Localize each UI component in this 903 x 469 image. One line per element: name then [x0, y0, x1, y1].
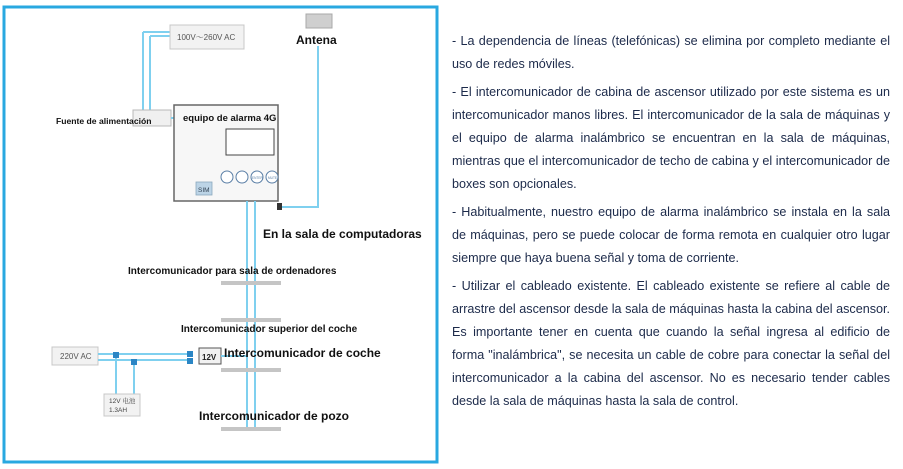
home-button-icon: [236, 171, 248, 183]
intercom-pit-label: Intercomunicador de pozo: [199, 409, 350, 423]
sim-label: SIM: [198, 187, 210, 194]
battery-label-line1: 12V 电池: [109, 398, 136, 405]
intercom-computer-room-label: Intercomunicador para sala de ordenadores: [128, 266, 337, 277]
antenna-connector: [277, 203, 282, 210]
intercom-car-label: Intercomunicador de coche: [224, 346, 381, 360]
battery-label-line2: 1.3AH: [109, 407, 128, 414]
power-supply-label: Fuente de alimentación: [56, 116, 152, 126]
machine-room-label: En la sala de computadoras: [263, 227, 422, 241]
cable-joint-d: [187, 358, 193, 364]
paragraph-installation: - Habitualmente, nuestro equipo de alarma inalámbrico se instala en la sala de máquinas, pero se puede colocar de forma remota en cualquier otro lugar siempre que haya buena señal y toma de corriente.: [452, 205, 890, 265]
intercom-car-bar: [221, 368, 281, 372]
intercom-pit-bar: [221, 427, 281, 431]
alarm-device-title: equipo de alarma 4G: [183, 113, 277, 124]
dc-12v-label: 12V: [202, 353, 217, 362]
enter-button-label: ENTER: [252, 176, 263, 180]
power-button-icon: [221, 171, 233, 183]
paragraph-intercom-types: - El intercomunicador de cabina de ascensor utilizado por este sistema es un intercomunicador manos libres. El intercomunicador de la sala de máquinas y el equipo de alarma inalámbrico se encuentran en la sala de máquinas, mientras que el intercomunicador de techo de cabina y el intercomunicador de boxes son opcionales.: [452, 85, 890, 191]
intercom-computer-room-bar: [221, 281, 281, 285]
cable-joint-c: [187, 351, 193, 357]
device-display: [226, 129, 274, 155]
intercom-car-top-bar: [221, 318, 281, 322]
antenna-icon: [306, 14, 332, 28]
description-panel: [452, 30, 890, 418]
paragraph-existing-cabling: - Utilizar el cableado existente. El cableado existente se refiere al cable de arrastre del ascensor desde la sala de máquinas hasta la cabina del ascensor. Es importante tener en cuenta que cuando la señal ingresa al edificio de forma "inalámbrica", se necesita un cable de cobre para conectar la señal del intercomunicador a la cabina del ascensor. No es necesario tender cables desde la sala de máquinas hasta la sala de control.: [452, 279, 890, 408]
paragraph-mobile-networks: - La dependencia de líneas (telefónicas) se elimina por completo mediante el uso de redes móviles.: [452, 34, 890, 71]
cable-joint-a: [113, 352, 119, 358]
ac-source-label: 100V～260V AC: [177, 33, 236, 42]
antenna-cable: [280, 46, 318, 207]
trunk-cable: [247, 201, 255, 430]
car-ac-source-label: 220V AC: [60, 352, 92, 361]
wiring-diagram: [0, 0, 445, 469]
mute-button-label: MUTE: [268, 176, 278, 180]
antenna-label: Antena: [296, 33, 337, 47]
car-power-cables: [98, 354, 190, 394]
cable-joint-b: [131, 359, 137, 365]
intercom-car-top-label: Intercomunicador superior del coche: [181, 324, 358, 335]
